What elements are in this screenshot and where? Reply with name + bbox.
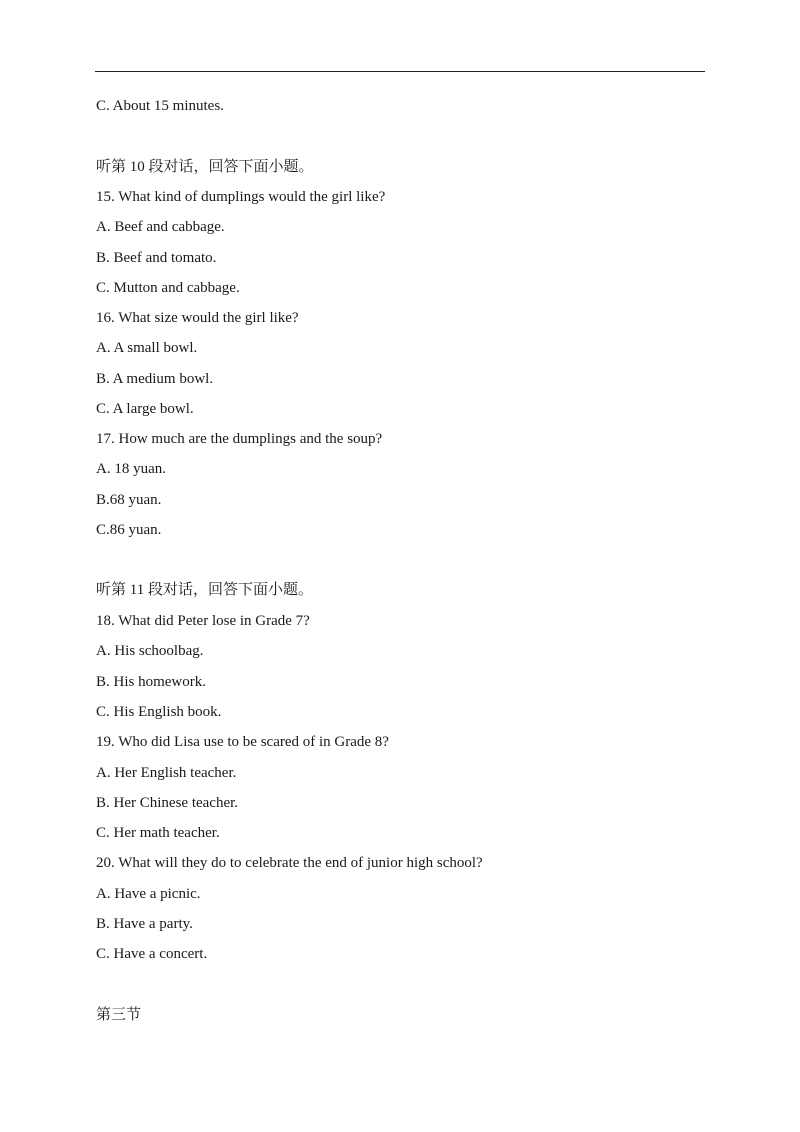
option-19c: C. Her math teacher. — [96, 825, 220, 841]
option-18c: C. His English book. — [96, 704, 222, 720]
header-rule — [95, 71, 705, 72]
option-18a: A. His schoolbag. — [96, 643, 204, 659]
option-20a: A. Have a picnic. — [96, 886, 201, 902]
section-instruction-11: 听第 11 段对话，回答下面小题。 — [96, 582, 313, 598]
option-17b: B.68 yuan. — [96, 492, 162, 508]
section-heading-3: 第三节 — [96, 1007, 142, 1023]
option-18b: B. His homework. — [96, 674, 206, 690]
option-20c: C. Have a concert. — [96, 946, 208, 962]
option-17c: C.86 yuan. — [96, 522, 162, 538]
option-16c: C. A large bowl. — [96, 401, 194, 417]
option-19a: A. Her English teacher. — [96, 765, 237, 781]
question-20: 20. What will they do to celebrate the end of junior high school? — [96, 855, 483, 871]
section-instruction-10: 听第 10 段对话，回答下面小题。 — [96, 159, 314, 175]
option-17a: A. 18 yuan. — [96, 461, 166, 477]
question-15: 15. What kind of dumplings would the girl like? — [96, 189, 386, 205]
question-16: 16. What size would the girl like? — [96, 310, 299, 326]
option-15c: C. Mutton and cabbage. — [96, 280, 240, 296]
option-15a: A. Beef and cabbage. — [96, 219, 225, 235]
option-14c: C. About 15 minutes. — [96, 98, 224, 114]
question-19: 19. Who did Lisa use to be scared of in Grade 8? — [96, 734, 389, 750]
option-16b: B. A medium bowl. — [96, 371, 214, 387]
option-15b: B. Beef and tomato. — [96, 250, 217, 266]
question-18: 18. What did Peter lose in Grade 7? — [96, 613, 310, 629]
option-20b: B. Have a party. — [96, 916, 193, 932]
option-19b: B. Her Chinese teacher. — [96, 795, 239, 811]
question-17: 17. How much are the dumplings and the soup? — [96, 431, 383, 447]
option-16a: A. A small bowl. — [96, 340, 198, 356]
